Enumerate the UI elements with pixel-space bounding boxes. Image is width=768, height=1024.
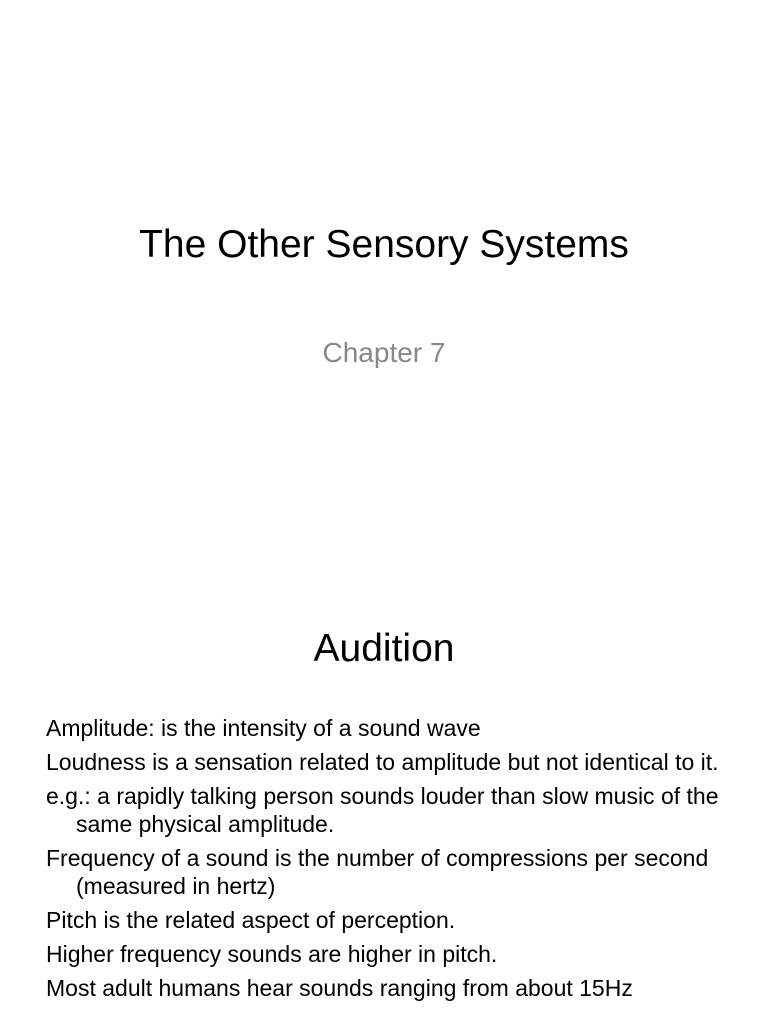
bullet-item: Loudness is a sensation related to amplitude but not identical to it. <box>46 749 719 775</box>
bullet-item: Frequency of a sound is the number of compressions per second (measured in hertz) <box>46 845 709 899</box>
slide-heading: Audition <box>313 627 455 670</box>
bullet-list <box>46 714 736 1008</box>
audition-slide <box>0 576 768 1024</box>
slide-title: The Other Sensory Systems <box>139 223 629 266</box>
bullet-item: Higher frequency sounds are higher in pitch. <box>46 941 498 967</box>
bullet-item: e.g.: a rapidly talking person sounds louder than slow music of the same physical amplitude. <box>46 783 719 837</box>
bullet-item: Most adult humans hear sounds ranging from about 15Hz <box>46 975 633 1001</box>
bullet-item: Amplitude: is the intensity of a sound wave <box>46 715 481 741</box>
bullet-item: Pitch is the related aspect of perception. <box>46 907 456 933</box>
slide-subtitle: Chapter 7 <box>322 337 446 368</box>
